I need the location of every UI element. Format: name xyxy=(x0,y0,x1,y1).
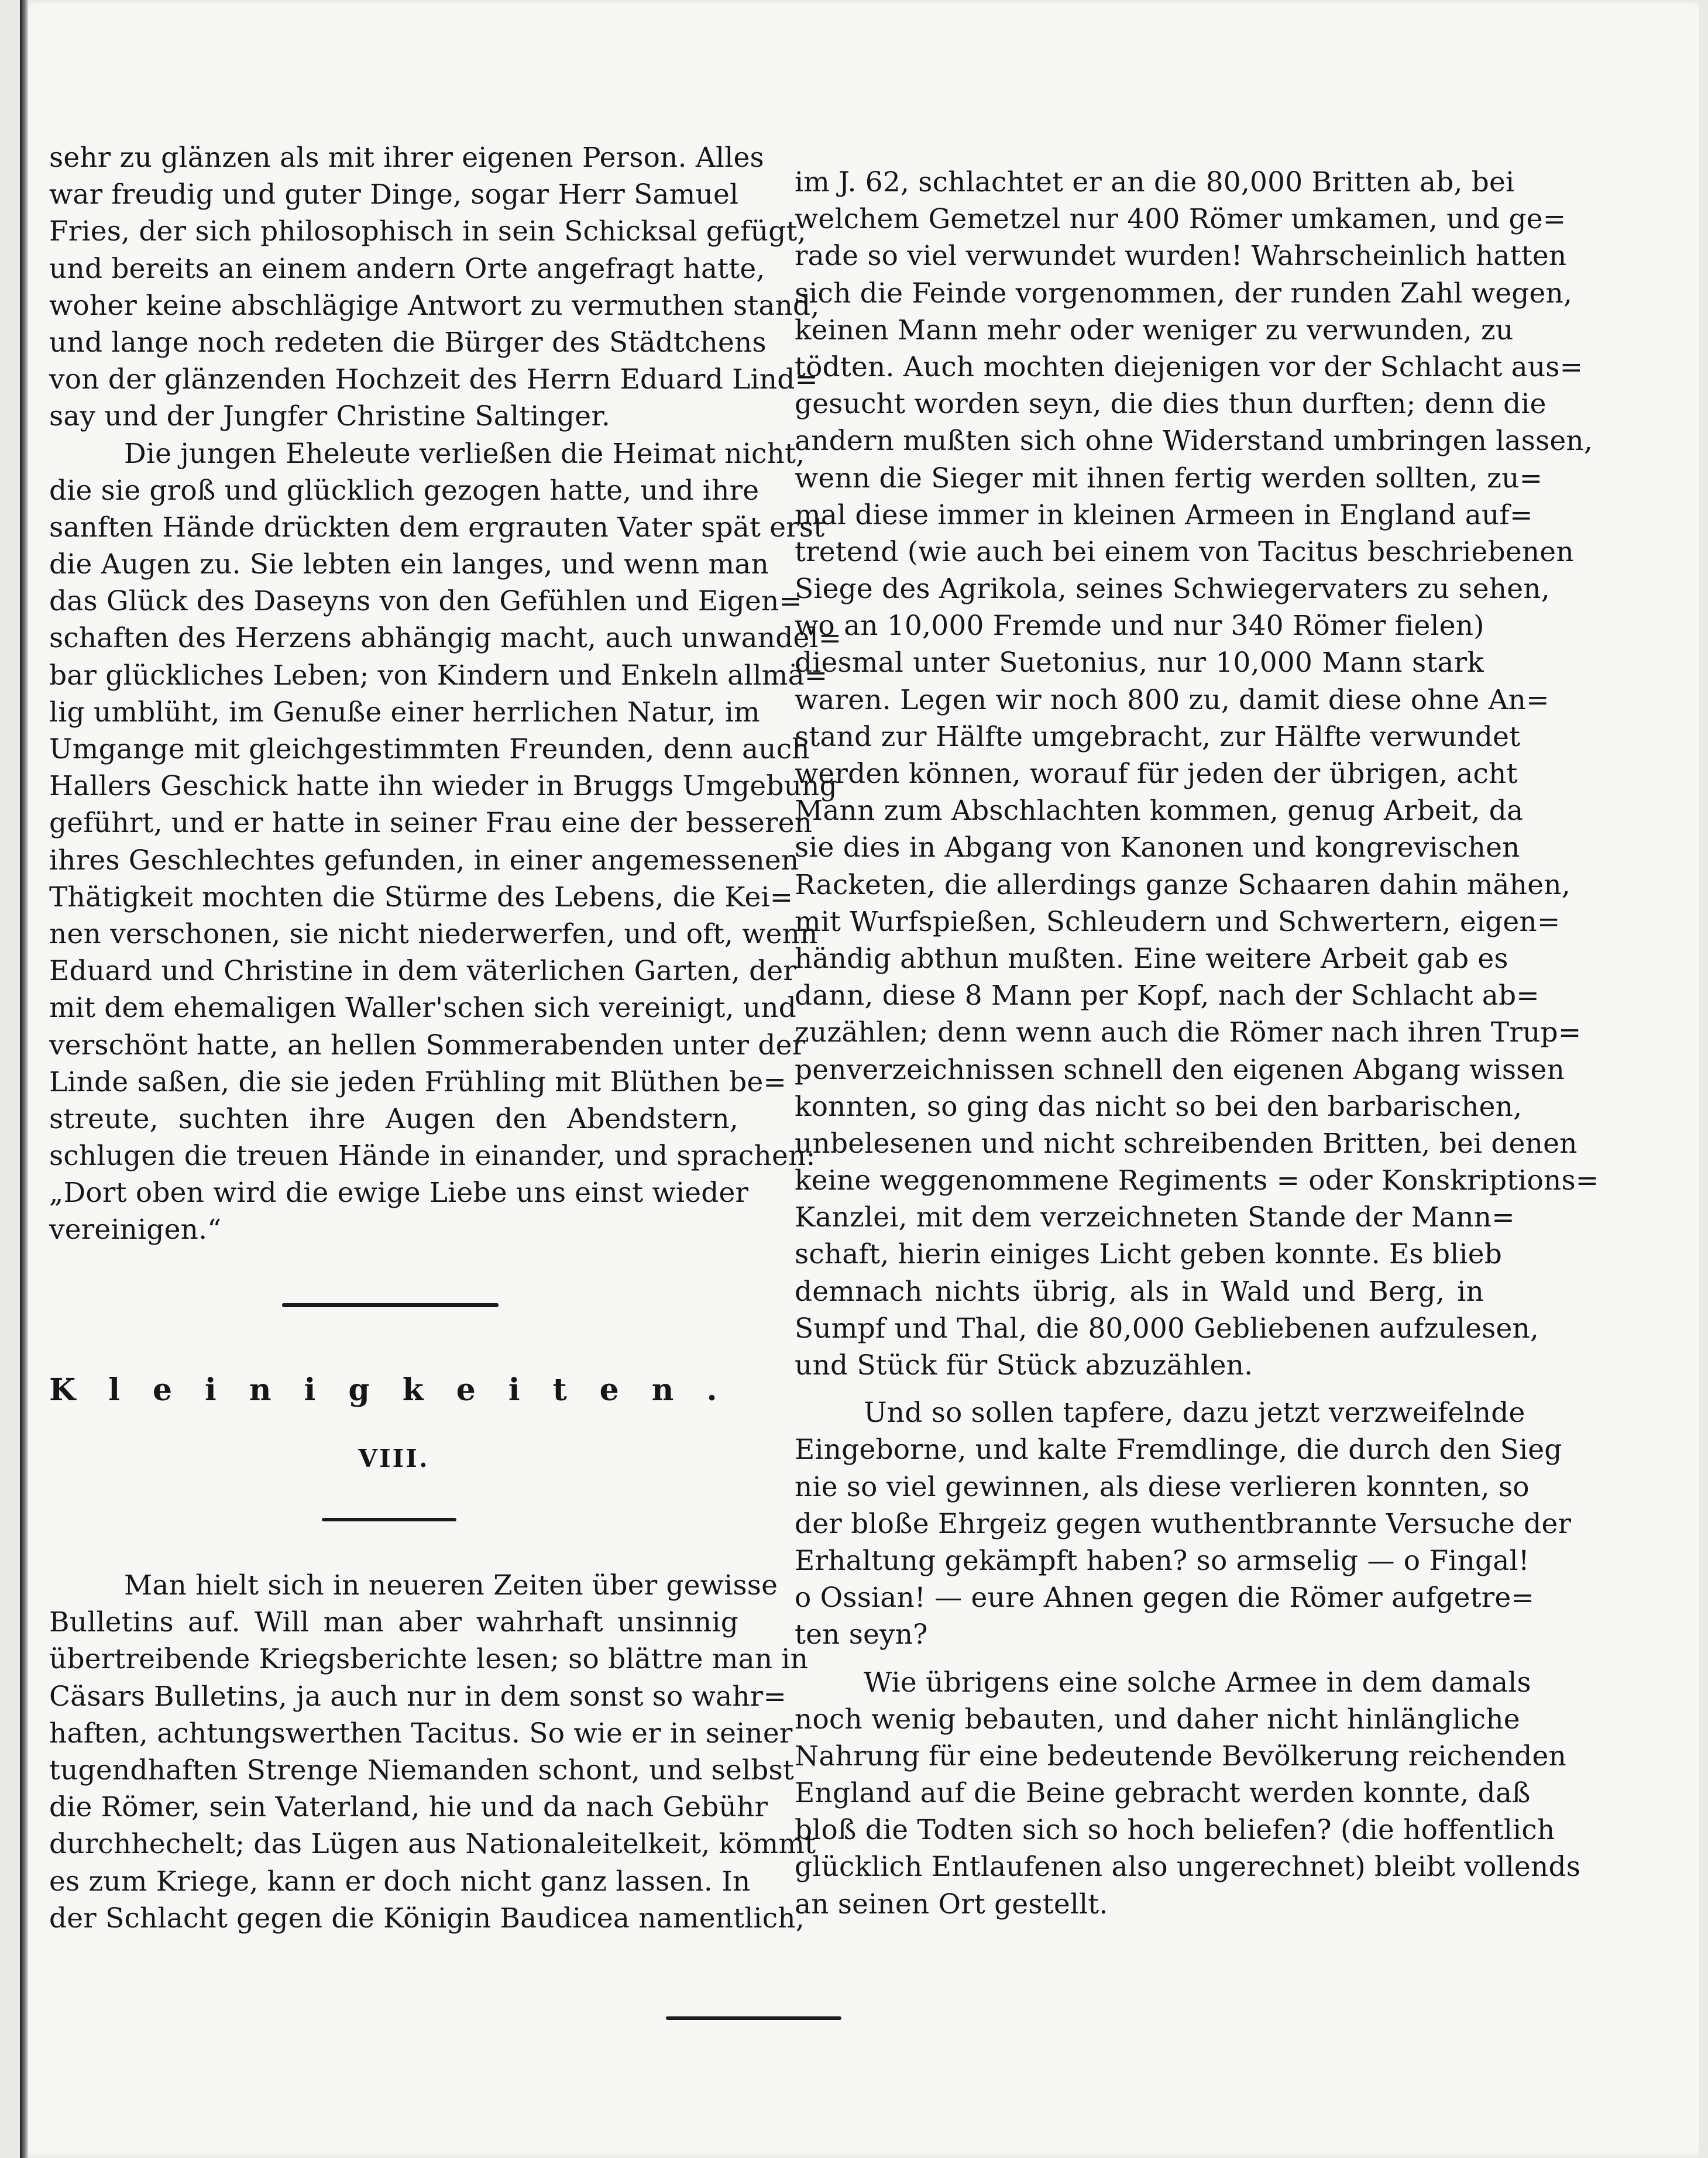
left-column xyxy=(49,139,842,1249)
text-line: ihres Geschlechtes gefunden, in einer angemessenen xyxy=(49,844,799,877)
text-line: demnach nichts übrig, als in Wald und Berg, in xyxy=(795,1275,1484,1308)
text-line: streute, suchten ihre Augen den Abendstern, xyxy=(49,1102,738,1135)
right-paragraph-1 xyxy=(795,164,1599,1384)
paragraph-gap xyxy=(795,1654,1484,1664)
text-line: say und der Jungfer Christine Saltinger. xyxy=(49,400,610,433)
left-column-lower xyxy=(49,1567,816,1937)
text-line: Linde saßen, die sie jeden Frühling mit Blüthen be= xyxy=(49,1066,787,1098)
text-line: unbelesenen und nicht schreibenden Britten, bei denen xyxy=(795,1127,1578,1160)
right-column xyxy=(795,164,1599,1923)
text-line: Eduard und Christine in dem väterlichen Garten, der xyxy=(49,955,797,988)
text-line: die Augen zu. Sie lebten ein langes, und wenn man xyxy=(49,548,769,581)
text-line: nen verschonen, sie nicht niederwerfen, und oft, wenn xyxy=(49,918,818,950)
text-line: der bloße Ehrgeiz gegen wuthentbrannte Versuche der xyxy=(795,1507,1572,1540)
left-paragraph-2 xyxy=(49,435,842,1249)
text-line: diesmal unter Suetonius, nur 10,000 Mann stark xyxy=(795,647,1484,679)
divider-rule-bottom xyxy=(666,2016,841,2020)
text-line: und lange noch redeten die Bürger des Städtchens xyxy=(49,326,767,359)
text-line: Eingeborne, und kalte Fremdlinge, die durch den Sieg xyxy=(795,1434,1562,1466)
text-line: dann, diese 8 Mann per Kopf, nach der Schlacht ab= xyxy=(795,980,1539,1012)
text-line: sehr zu glänzen als mit ihrer eigenen Person. Alles xyxy=(49,142,764,174)
text-line: o Ossian! — eure Ahnen gegen die Römer aufgetre= xyxy=(795,1582,1535,1614)
text-line: stand zur Hälfte umgebracht, zur Hälfte verwundet xyxy=(795,720,1521,753)
text-line: vereinigen.“ xyxy=(49,1214,222,1246)
text-line: haften, achtungswerthen Tacitus. So wie er in seiner xyxy=(49,1717,793,1750)
text-line: Siege des Agrikola, seines Schwiegervaters zu sehen, xyxy=(795,573,1550,606)
text-line: keine weggenommene Regiments = oder Konskriptions= xyxy=(795,1164,1599,1197)
text-line: im J. 62, schlachtet er an die 80,000 Britten ab, bei xyxy=(795,166,1515,198)
text-line: und bereits an einem andern Orte angefragt hatte, xyxy=(49,252,765,285)
text-line: Sumpf und Thal, die 80,000 Gebliebenen aufzulesen, xyxy=(795,1312,1539,1345)
text-line: die sie groß und glücklich gezogen hatte, und ihre xyxy=(49,474,760,507)
text-line: zuzählen; denn wenn auch die Römer nach ihren Trup= xyxy=(795,1016,1582,1049)
text-line: nie so viel gewinnen, als diese verlieren konnten, so xyxy=(795,1470,1530,1503)
text-line: Wie übrigens eine solche Armee in dem damals xyxy=(864,1666,1531,1699)
text-line: geführt, und er hatte in seiner Frau eine der besseren xyxy=(49,807,813,840)
text-line: Thätigkeit mochten die Stürme des Lebens, die Kei= xyxy=(49,881,793,913)
section-numeral: VIII. xyxy=(358,1444,429,1473)
divider-rule-top xyxy=(282,1303,499,1307)
text-line: Fries, der sich philosophisch in sein Schicksal gefügt, xyxy=(49,215,806,248)
text-line: wenn die Sieger mit ihnen fertig werden sollten, zu= xyxy=(795,462,1543,494)
text-line: Umgange mit gleichgestimmten Freunden, denn auch xyxy=(49,733,810,765)
text-line: mal diese immer in kleinen Armeen in England auf= xyxy=(795,499,1533,531)
text-line: der Schlacht gegen die Königin Baudicea namentlich, xyxy=(49,1902,805,1934)
text-line: es zum Kriege, kann er doch nicht ganz lassen. In xyxy=(49,1865,751,1898)
text-line: und Stück für Stück abzuzählen. xyxy=(795,1349,1253,1382)
text-line: verschönt hatte, an hellen Sommerabenden unter der xyxy=(49,1029,806,1061)
section-heading: Kleinigkeiten. xyxy=(49,1372,750,1408)
text-line: schaften des Herzens abhängig macht, auch unwandel= xyxy=(49,622,842,655)
text-line: war freudig und guter Dinge, sogar Herr Samuel xyxy=(49,178,739,211)
text-line: schlugen die treuen Hände in einander, und sprachen: xyxy=(49,1140,816,1173)
right-paragraph-2 xyxy=(795,1394,1572,1653)
text-line: die Römer, sein Vaterland, hie und da nach Gebühr xyxy=(49,1791,768,1824)
text-line: bloß die Todten sich so hoch beliefen? (die hoffentlich xyxy=(795,1814,1555,1847)
text-line: sich die Feinde vorgenommen, der runden Zahl wegen, xyxy=(795,277,1573,310)
text-line: sie dies in Abgang von Kanonen und kongrevischen xyxy=(795,831,1520,864)
text-line: Hallers Geschick hatte ihn wieder in Bruggs Umgebung xyxy=(49,770,837,803)
divider-rule-small xyxy=(322,1518,456,1521)
text-line: tödten. Auch mochten diejenigen vor der Schlacht aus= xyxy=(795,350,1583,383)
text-line: durchhechelt; das Lügen aus Nationaleitelkeit, kömmt xyxy=(49,1828,816,1861)
text-line: konnten, so ging das nicht so bei den barbarischen, xyxy=(795,1090,1523,1123)
text-line: händig abthun mußten. Eine weitere Arbeit gab es xyxy=(795,942,1508,975)
text-line: tugendhaften Strenge Niemanden schont, und selbst xyxy=(49,1754,794,1786)
text-line: mit dem ehemaligen Waller'schen sich vereinigt, und xyxy=(49,992,797,1025)
text-line: Bulletins auf. Will man aber wahrhaft unsinnig xyxy=(49,1606,738,1639)
text-line: von der glänzenden Hochzeit des Herrn Eduard Lind= xyxy=(49,363,819,396)
page-binding-edge xyxy=(20,0,28,2158)
text-line: Die jungen Eheleute verließen die Heimat nicht, xyxy=(124,437,805,470)
paragraph-gap xyxy=(795,1384,1484,1394)
text-line: das Glück des Daseyns von den Gefühlen und Eigen= xyxy=(49,585,803,618)
text-line: lig umblüht, im Genuße einer herrlichen Natur, im xyxy=(49,696,760,729)
text-line: andern mußten sich ohne Widerstand umbringen lassen, xyxy=(795,425,1593,458)
text-line: waren. Legen wir noch 800 zu, damit diese ohne An= xyxy=(795,683,1549,716)
text-line: schaft, hierin einiges Licht geben konnte. Es blieb xyxy=(795,1238,1503,1271)
left-paragraph-1 xyxy=(49,139,820,435)
text-line: Und so sollen tapfere, dazu jetzt verzweifelnde xyxy=(864,1397,1525,1429)
text-line: ten seyn? xyxy=(795,1619,928,1651)
text-line: „Dort oben wird die ewige Liebe uns einst wieder xyxy=(49,1177,749,1209)
left-paragraph-3 xyxy=(49,1567,816,1937)
text-line: Racketen, die allerdings ganze Schaaren dahin mähen, xyxy=(795,868,1570,901)
text-line: wo an 10,000 Fremde und nur 340 Römer fielen) xyxy=(795,610,1484,642)
text-line: tretend (wie auch bei einem von Tacitus beschriebenen xyxy=(795,535,1574,568)
text-line: mit Wurfspießen, Schleudern und Schwertern, eigen= xyxy=(795,905,1561,938)
text-line: Mann zum Abschlachten kommen, genug Arbeit, da xyxy=(795,795,1524,827)
text-line: sanften Hände drückten dem ergrauten Vater spät erst xyxy=(49,511,825,544)
text-line: noch wenig bebauten, und daher nicht hinlängliche xyxy=(795,1703,1520,1736)
right-paragraph-3 xyxy=(795,1664,1581,1923)
text-line: penverzeichnissen schnell den eigenen Abgang wissen xyxy=(795,1053,1565,1086)
text-line: rade so viel verwundet wurden! Wahrscheinlich hatten xyxy=(795,240,1567,273)
text-line: Erhaltung gekämpft haben? so armselig — o Fingal! xyxy=(795,1544,1530,1577)
text-line: Man hielt sich in neueren Zeiten über gewisse xyxy=(124,1569,778,1602)
text-line: glücklich Entlaufenen also ungerechnet) bleibt vollends xyxy=(795,1851,1581,1884)
text-line: welchem Gemetzel nur 400 Römer umkamen, und ge= xyxy=(795,203,1566,236)
text-line: Nahrung für eine bedeutende Bevölkerung reichenden xyxy=(795,1740,1567,1772)
text-line: England auf die Beine gebracht werden konnte, daß xyxy=(795,1777,1531,1810)
text-line: an seinen Ort gestellt. xyxy=(795,1888,1108,1920)
text-line: werden können, worauf für jeden der übrigen, acht xyxy=(795,758,1518,790)
text-line: keinen Mann mehr oder weniger zu verwunden, zu xyxy=(795,314,1514,346)
text-line: Cäsars Bulletins, ja auch nur in dem sonst so wahr= xyxy=(49,1680,787,1713)
text-line: übertreibende Kriegsberichte lesen; so blättre man in xyxy=(49,1643,809,1676)
text-line: gesucht worden seyn, die dies thun durften; denn die xyxy=(795,388,1547,421)
text-line: Kanzlei, mit dem verzeichneten Stande der Mann= xyxy=(795,1201,1515,1234)
text-line: bar glückliches Leben; von Kindern und Enkeln allmä= xyxy=(49,659,828,692)
text-line: woher keine abschlägige Antwort zu vermuthen stand, xyxy=(49,289,820,322)
